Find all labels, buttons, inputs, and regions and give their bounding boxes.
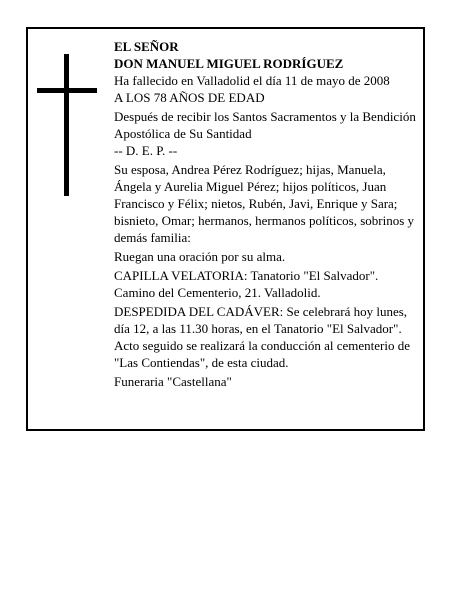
sacraments-statement: Después de recibir los Santos Sacramentos y la Bendición Apostólica de Su Santidad — [114, 109, 416, 141]
deceased-name: DON MANUEL MIGUEL RODRÍGUEZ — [114, 56, 344, 71]
cross-icon — [37, 54, 97, 196]
obituary-text — [114, 38, 419, 390]
rip-line: -- D. E. P. -- — [114, 143, 178, 158]
age-statement: A LOS 78 AÑOS DE EDAD — [114, 90, 265, 105]
death-statement: Ha fallecido en Valladolid el día 11 de mayo de 2008 — [114, 73, 390, 88]
cross-horizontal-bar — [37, 88, 97, 93]
heading-title: EL SEÑOR — [114, 39, 179, 54]
prayer-request: Ruegan una oración por su alma. — [114, 249, 286, 264]
family-list: Su esposa, Andrea Pérez Rodríguez; hijas, Manuela, Ángela y Aurelia Miguel Pérez; hijos políticos, Juan Francisco y Félix; nietos, Rubén, Javi, Enrique y Sara; bisnieto, Omar; hermanos, hermanos políticos, sobrinos y demás familia: — [114, 162, 415, 245]
farewell-info: DESPEDIDA DEL CADÁVER: Se celebrará hoy lunes, día 12, a las 11.30 horas, en el Tanatorio "El Salvador". Acto seguido se realizará la conducción al cementerio de "Las Contiendas", de esta ciudad. — [114, 304, 410, 370]
cross-vertical-bar — [64, 54, 69, 196]
funeral-home: Funeraria "Castellana" — [114, 374, 232, 389]
chapel-info: CAPILLA VELATORIA: Tanatorio "El Salvador". Camino del Cementerio, 21. Valladolid. — [114, 268, 379, 300]
